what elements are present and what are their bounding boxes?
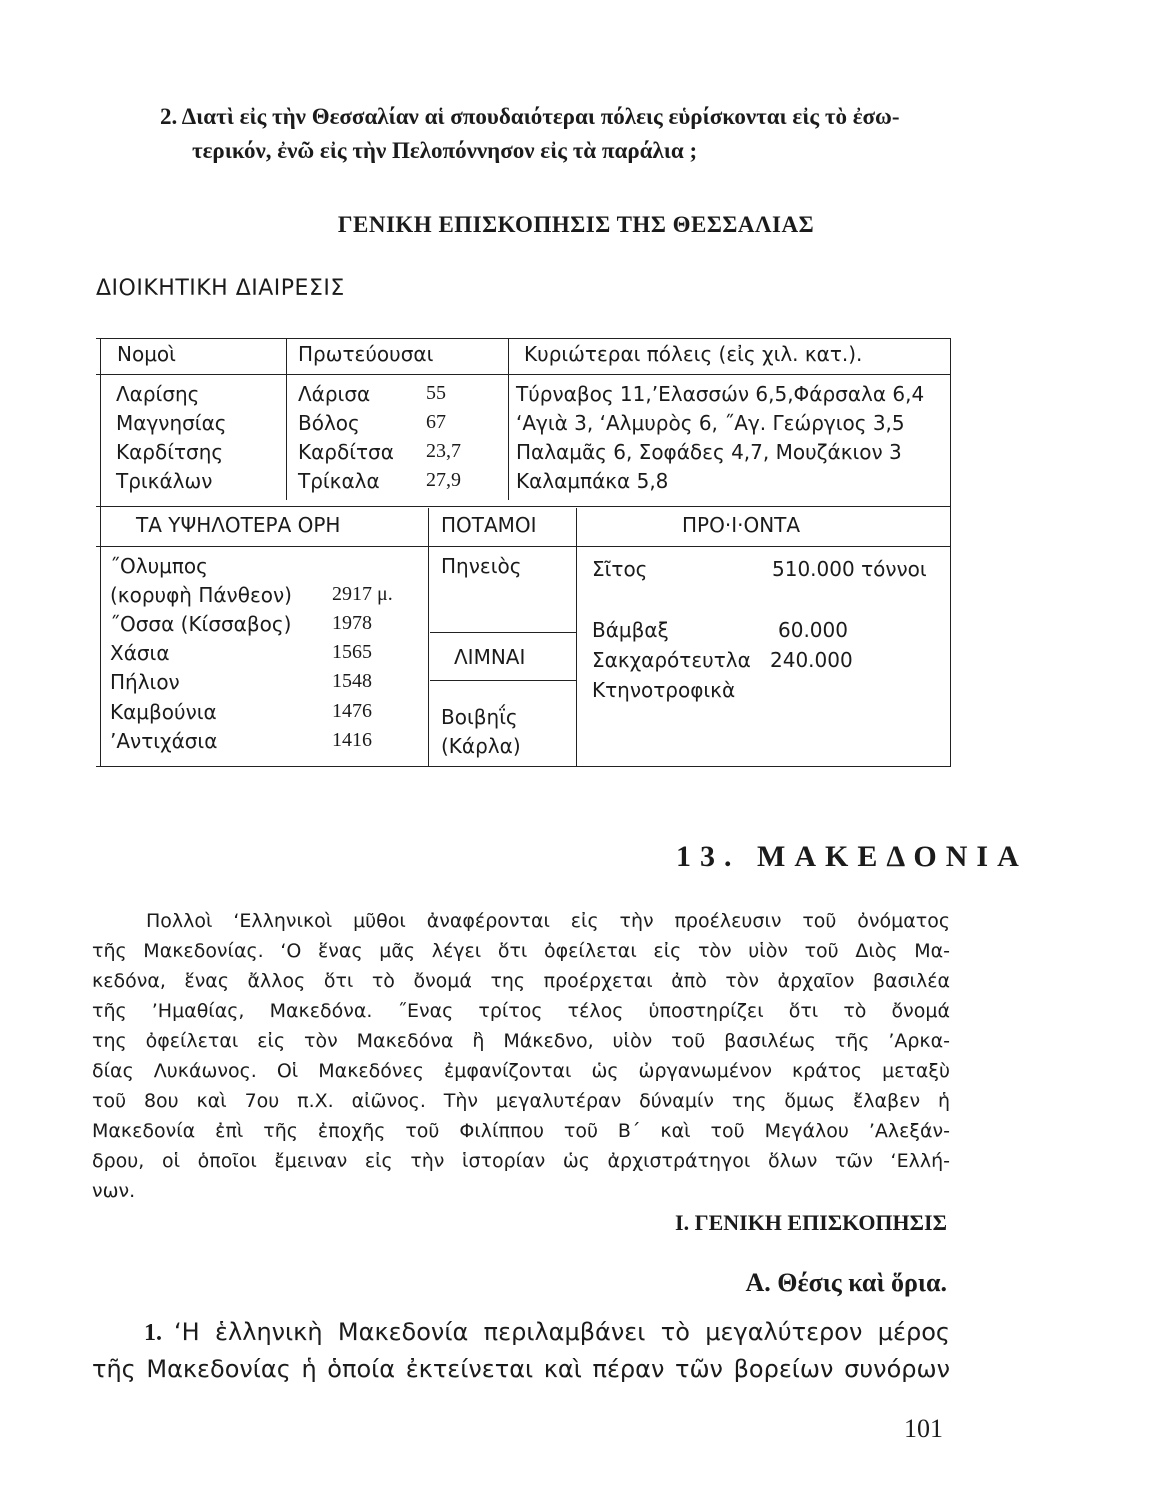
table-left-border — [100, 338, 101, 766]
product-amount: 240.000 — [770, 648, 853, 672]
page-number: 101 — [904, 1414, 943, 1443]
paragraph-line: δρου, οἱ ὁποῖοι ἔμειναν εἰς τὴν ἱστορίαν ὡς ἀρχιστράτηγοι ὅλων τῶν ‘Ελλή- — [92, 1150, 950, 1172]
capital-population: 67 — [426, 411, 446, 433]
paragraph-line — [92, 1314, 950, 1351]
header-capitals: Πρωτεύουσαι — [298, 342, 434, 366]
product-name: Κτηνοτροφικὰ — [592, 678, 736, 702]
column-divider — [576, 508, 577, 766]
question-number: 2. — [160, 104, 178, 129]
prefecture-name: Τρικάλων — [116, 469, 213, 493]
mountain-name: Καμβούνια — [110, 700, 217, 724]
product-name: Σῖτος — [592, 557, 648, 581]
final-paragraph — [92, 1314, 950, 1387]
main-cities: Τύρναβος 11,’Ελασσών 6,5,Φάρσαλα 6,4 — [516, 382, 925, 406]
product-amount: 510.000 τόννοι — [772, 557, 927, 581]
chapter-title: 13. ΜΑΚΕΔΟΝΙΑ — [676, 840, 1028, 873]
section-header-rule — [96, 546, 951, 547]
question-line-2: τερικόν, ἐνῶ εἰς τὴν Πελοπόννησον εἰς τὰ παράλια ; — [192, 138, 698, 163]
paragraph-number: 1. — [144, 1320, 162, 1346]
header-highest-mountains: ΤΑ ΥΨΗΛΟΤΕΡΑ ΟΡΗ — [136, 513, 341, 537]
paragraph-line: τῆς ’Ημαθίας, Μακεδόνα. ˝Ενας τρίτος τέλος ὑποστηρίζει ὅτι τὸ ὄνομά — [92, 1000, 950, 1022]
mountain-name: Πήλιον — [110, 670, 180, 694]
table-right-border — [950, 338, 951, 766]
river-name: Πηνειὸς — [441, 554, 522, 578]
prefecture-name: Λαρίσης — [116, 382, 200, 406]
header-prefectures: Νομοὶ — [117, 342, 176, 366]
paragraph-line: Μακεδονία ἐπὶ τῆς ἐποχῆς τοῦ Φιλίππου τοῦ Β΄ καὶ τοῦ Μεγάλου ’Αλεξάν- — [92, 1120, 950, 1142]
column-divider — [508, 338, 509, 500]
mountain-height: 1978 — [332, 612, 372, 634]
lake-alt-name: (Κάρλα) — [441, 734, 521, 758]
mountain-name: ˝Οσσα (Κίσσαβος) — [110, 612, 292, 636]
header-products: ΠΡΟ·Ι·ΟΝΤΑ — [682, 513, 801, 537]
mountain-name: Χάσια — [110, 641, 170, 665]
paragraph-line: κεδόνα, ἕνας ἄλλος ὅτι τὸ ὄνομά της προέρχεται ἀπὸ τὸν ἀρχαῖον βασιλέα — [92, 970, 950, 992]
mountain-height: 1476 — [332, 700, 372, 722]
lake-name: Βοιβηΐς — [441, 705, 518, 729]
column-divider — [428, 508, 429, 766]
lakes-top-rule — [430, 632, 576, 633]
capital-population: 27,9 — [426, 469, 461, 491]
mountain-name: (κορυφὴ Πάνθεον) — [110, 583, 292, 607]
capital-population: 23,7 — [426, 440, 461, 462]
paragraph-line: Πολλοὶ ‘Ελληνικοὶ μῦθοι ἀναφέρονται εἰς τὴν προέλευσιν τοῦ ὀνόματος — [146, 910, 950, 932]
lakes-header: ΛΙΜΝΑΙ — [454, 645, 526, 669]
prefecture-name: Μαγνησίας — [116, 411, 227, 435]
column-divider — [286, 338, 287, 500]
mountain-height: 1416 — [332, 729, 372, 751]
question-line-1: Διατὶ εἰς τὴν Θεσσαλίαν αἱ σπουδαιότεραι πόλεις εὑρίσκονται εἰς τὸ ἐσω- — [181, 104, 900, 129]
paragraph-line-text: ‘Η ἑλληνικὴ Μακεδονία περιλαμβάνει τὸ μεγαλύτερον μέρος — [174, 1318, 950, 1346]
main-cities: Καλαμπάκα 5,8 — [516, 469, 669, 493]
capital-population: 55 — [426, 382, 446, 404]
mountain-height: 1548 — [332, 670, 372, 692]
paragraph-line: νων. — [92, 1180, 136, 1202]
table-bottom-rule — [96, 766, 951, 767]
mountain-height: 1565 — [332, 641, 372, 663]
review-question — [160, 100, 960, 168]
prefecture-name: Καρδίτσης — [116, 440, 224, 464]
paragraph-line: τῆς Μακεδονίας. ‘Ο ἕνας μᾶς λέγει ὅτι ὀφείλεται εἰς τὸν υἱὸν τοῦ Διὸς Μα- — [92, 940, 950, 962]
section-heading: Ι. ΓΕΝΙΚΗ ΕΠΙΣΚΟΠΗΣΙΣ — [675, 1210, 947, 1235]
header-main-cities: Κυριώτεραι πόλεις (εἰς χιλ. κατ.). — [524, 342, 863, 366]
capital-name: Λάρισα — [298, 382, 371, 406]
product-name: Βάμβαξ — [592, 618, 669, 642]
paragraph-line: τῆς Μακεδονίας ἡ ὁποία ἐκτείνεται καὶ πέραν τῶν βορείων συνόρων — [92, 1355, 950, 1383]
header-rivers: ΠΟΤΑΜΟΙ — [441, 513, 537, 537]
paragraph-line: τοῦ 8ου καὶ 7ου π.Χ. αἰῶνος. Τὴν μεγαλυτέραν δύναμίν της ὅμως ἔλαβεν ἡ — [92, 1090, 950, 1112]
main-cities: ‘Αγιὰ 3, ‘Αλμυρὸς 6, ˝Αγ. Γεώργιος 3,5 — [516, 411, 905, 435]
product-amount: 60.000 — [778, 618, 848, 642]
capital-name: Καρδίτσα — [298, 440, 394, 464]
subsection-heading: Α. Θέσις καὶ ὅρια. — [745, 1268, 947, 1297]
thessaly-overview-heading: ΓΕΝΙΚΗ ΕΠΙΣΚΟΠΗΣΙΣ ΤΗΣ ΘΕΣΣΑΛΙΑΣ — [337, 212, 815, 237]
mountain-name: ˝Ολυμπος — [110, 554, 208, 578]
capital-name: Βόλος — [298, 411, 360, 435]
table-header-rule — [96, 374, 951, 375]
mountain-name: ’Αντιχάσια — [110, 729, 218, 753]
intro-paragraph — [92, 906, 950, 1206]
administrative-division-heading: ΔΙΟΙΚΗΤΙΚΗ ΔΙΑΙΡΕΣΙΣ — [96, 276, 345, 301]
mountain-height: 2917 μ. — [332, 583, 393, 605]
table-top-rule — [96, 338, 951, 339]
paragraph-line: δίας Λυκάωνος. Οἱ Μακεδόνες ἐμφανίζονται ὡς ὠργανωμένον κράτος μεταξὺ — [92, 1060, 950, 1082]
main-cities: Παλαμᾶς 6, Σοφάδες 4,7, Μουζάκιον 3 — [516, 440, 902, 464]
section-rule — [96, 506, 951, 507]
paragraph-line: της ὀφείλεται εἰς τὸν Μακεδόνα ἢ Μάκεδνο, υἱὸν τοῦ βασιλέως τῆς ’Αρκα- — [92, 1030, 950, 1052]
lakes-bottom-rule — [430, 680, 576, 681]
product-name: Σακχαρότευτλα — [592, 648, 751, 672]
capital-name: Τρίκαλα — [298, 469, 380, 493]
